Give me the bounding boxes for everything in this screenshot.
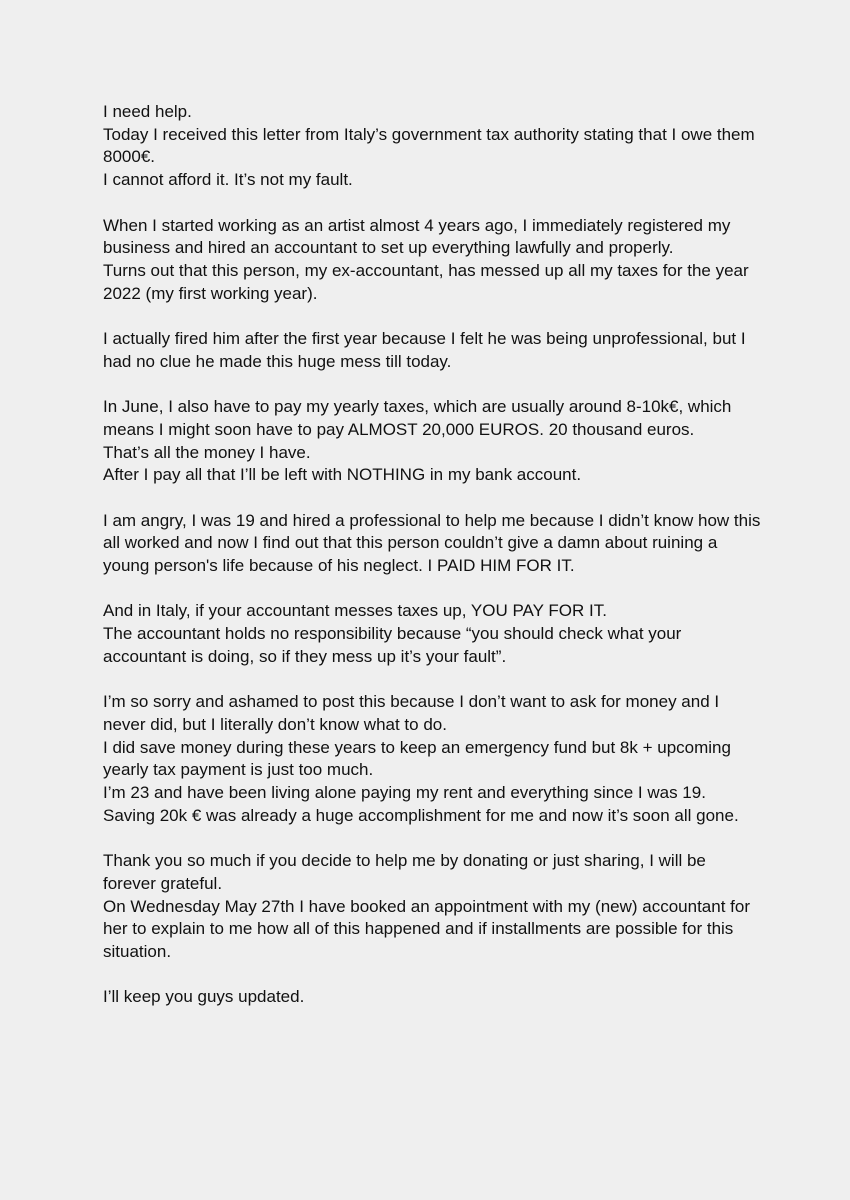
text-line: That’s all the money I have.: [103, 442, 311, 462]
paragraph-background: [103, 215, 763, 306]
paragraph-closing: [103, 986, 763, 1009]
paragraph-angry: [103, 510, 766, 578]
paragraph-italy-rules: [103, 600, 763, 668]
text-line: On Wednesday May 27th I have booked an appointment with my (new) accountant for her to explain to me how all of this happened and if installments are possible for this situation.: [103, 896, 755, 961]
text-line: I’m 23 and have been living alone paying my rent and everything since I was 19.: [103, 783, 706, 802]
text-line: I’m so sorry and ashamed to post this because I don’t want to ask for money and I never did, but I literally don’t know what to do.: [103, 692, 724, 734]
text-line: Turns out that this person, my ex-accountant, has messed up all my taxes for the year 2022 (my first working year).: [103, 260, 754, 303]
text-line: I need help.: [103, 102, 192, 121]
text-line: I actually fired him after the first year because I felt he was being unprofessional, but I had no clue he made this huge mess till today.: [103, 329, 751, 371]
paragraph-intro: [103, 101, 763, 192]
text-line: After I pay all that I’ll be left with NOTHING in my bank account.: [103, 465, 582, 485]
text-line: The accountant holds no responsibility because “you should check what your accountant is doing, so if they mess up it’s your fault”.: [103, 624, 687, 666]
text-line: In June, I also have to pay my yearly taxes, which are usually around 8-10k€, which means I might soon have to pay ALMOST 20,000 EUROS. 20 thousand euros.: [103, 397, 737, 439]
paragraph-thanks: [103, 850, 763, 964]
text-line: And in Italy, if your accountant messes taxes up, YOU PAY FOR IT.: [103, 601, 607, 621]
text-line: Today I received this letter from Italy’s government tax authority stating that I owe them 8000€.: [103, 124, 760, 167]
paragraph-apology: [103, 691, 763, 827]
paragraph-yearly-taxes: [103, 396, 763, 487]
text-line: When I started working as an artist almost 4 years ago, I immediately registered my business and hired an accountant to set up everything lawfully and properly.: [103, 215, 736, 258]
text-line: I’ll keep you guys updated.: [103, 987, 305, 1007]
paragraph-fired: [103, 328, 763, 373]
text-line: I did save money during these years to keep an emergency fund but 8k + upcoming yearly tax payment is just too much.: [103, 737, 736, 780]
document-body: [103, 101, 766, 1032]
text-line: Saving 20k € was already a huge accomplishment for me and now it’s soon all gone.: [103, 805, 739, 825]
text-line: I cannot afford it. It’s not my fault.: [103, 170, 353, 190]
text-line: Thank you so much if you decide to help me by donating or just sharing, I will be forever grateful.: [103, 851, 711, 893]
text-line: I am angry, I was 19 and hired a professional to help me because I didn’t know how this all worked and now I find out that this person couldn’t give a damn about ruining a young person's life because of his neglect. I PAID HIM FOR IT.: [103, 510, 766, 575]
